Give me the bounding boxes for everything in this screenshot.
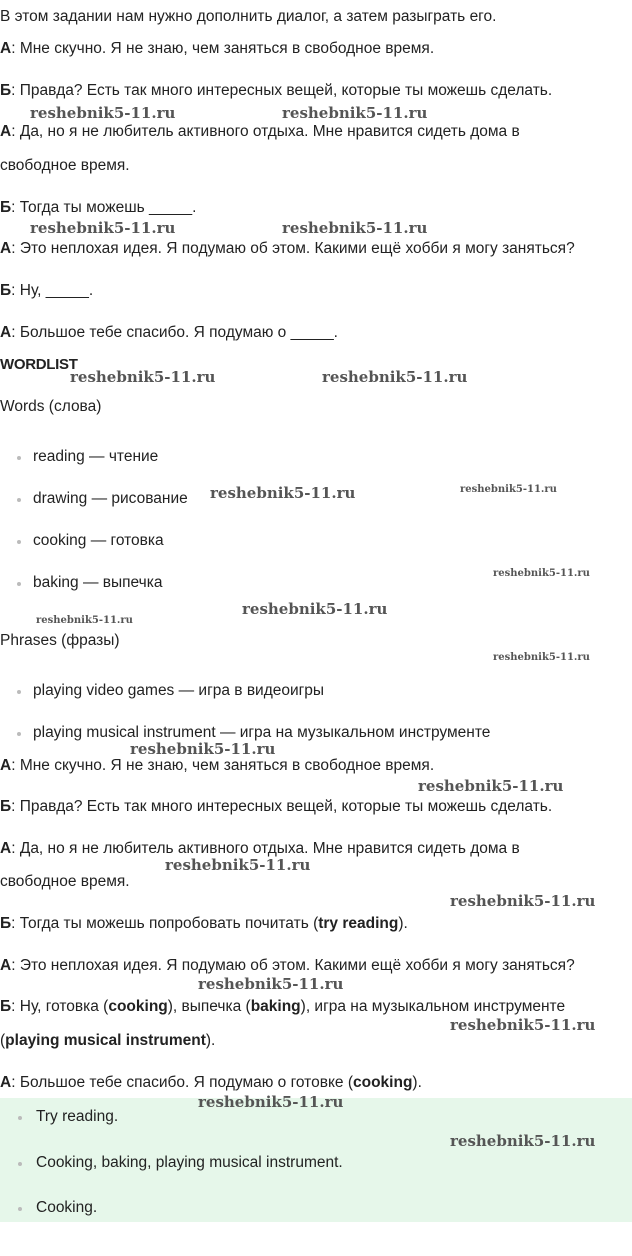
watermark: reshebnik5-11.ru bbox=[198, 1093, 344, 1111]
answers-box bbox=[0, 1098, 632, 1222]
watermark: reshebnik5-11.ru bbox=[282, 104, 428, 122]
speaker: А bbox=[0, 957, 12, 974]
list-item: drawing — рисование bbox=[33, 490, 188, 507]
task-line bbox=[0, 81, 552, 101]
task-line bbox=[0, 239, 575, 259]
line-text: : Ну, _____. bbox=[11, 282, 94, 299]
speaker: А bbox=[0, 840, 12, 857]
answer-item: Cooking, baking, playing musical instrument. bbox=[36, 1154, 343, 1171]
speaker: Б bbox=[0, 282, 12, 299]
speaker: Б bbox=[0, 915, 12, 932]
bullet-icon bbox=[18, 1116, 22, 1120]
speaker: Б bbox=[0, 798, 12, 815]
words-title: Words (слова) bbox=[0, 398, 102, 415]
speaker: Б bbox=[0, 998, 12, 1015]
bullet-icon bbox=[17, 456, 21, 460]
line-text: : Большое тебе спасибо. Я подумаю о _____. bbox=[11, 324, 338, 341]
bullet-icon bbox=[18, 1162, 22, 1166]
line-text: : Тогда ты можешь попробовать почитать ( bbox=[11, 915, 319, 932]
line-text: : Правда? Есть так много интересных вещей, которые ты можешь сделать. bbox=[11, 798, 553, 815]
watermark: reshebnik5-11.ru bbox=[198, 975, 344, 993]
bullet-icon bbox=[17, 582, 21, 586]
watermark: reshebnik5-11.ru bbox=[322, 368, 468, 386]
speaker: А bbox=[0, 240, 12, 257]
list-item: playing video games — игра в видеоигры bbox=[33, 682, 325, 699]
task-line bbox=[0, 39, 434, 59]
watermark: reshebnik5-11.ru bbox=[70, 368, 216, 386]
line-text: : Ну, готовка ( bbox=[11, 998, 109, 1015]
watermark: reshebnik5-11.ru bbox=[493, 652, 590, 663]
line-text: ), игра на музыкальном инструменте bbox=[300, 998, 566, 1015]
line-text: ). bbox=[412, 1074, 422, 1091]
line-text: ( bbox=[0, 1032, 6, 1049]
speaker: Б bbox=[0, 199, 12, 216]
answer-term: cooking bbox=[108, 998, 168, 1015]
watermark: reshebnik5-11.ru bbox=[418, 777, 564, 795]
list-item: reading — чтение bbox=[33, 448, 159, 465]
wordlist-heading: WORDLIST bbox=[0, 356, 78, 373]
solution-line bbox=[0, 914, 408, 934]
solution-line bbox=[0, 1073, 422, 1093]
line-text: : Да, но я не любитель активного отдыха. Мне нравится сидеть дома в bbox=[11, 123, 520, 140]
solution-line bbox=[0, 797, 552, 817]
task-line bbox=[0, 323, 338, 343]
watermark: reshebnik5-11.ru bbox=[30, 104, 176, 122]
answer-term: try reading bbox=[318, 915, 399, 932]
solution-line bbox=[0, 997, 565, 1017]
watermark: reshebnik5-11.ru bbox=[460, 484, 557, 495]
bullet-icon bbox=[17, 498, 21, 502]
watermark: reshebnik5-11.ru bbox=[493, 568, 590, 579]
task-line bbox=[0, 198, 196, 218]
line-text: свободное время. bbox=[0, 873, 130, 890]
line-text: : Да, но я не любитель активного отдыха. Мне нравится сидеть дома в bbox=[11, 840, 520, 857]
watermark: reshebnik5-11.ru bbox=[30, 219, 176, 237]
task-line bbox=[0, 122, 520, 142]
line-text: : Тогда ты можешь _____. bbox=[11, 199, 197, 216]
watermark: reshebnik5-11.ru bbox=[450, 1016, 596, 1034]
answer-item: Try reading. bbox=[36, 1108, 119, 1125]
line-text: ). bbox=[205, 1032, 216, 1049]
task-line bbox=[0, 281, 93, 301]
line-text: : Большое тебе спасибо. Я подумаю о готовке ( bbox=[11, 1074, 353, 1091]
list-item: cooking — готовка bbox=[33, 532, 164, 549]
line-text: : Мне скучно. Я не знаю, чем заняться в свободное время. bbox=[11, 40, 435, 57]
solution-line bbox=[0, 956, 575, 976]
answer-term: playing musical instrument bbox=[5, 1032, 206, 1049]
line-text: ). bbox=[398, 915, 408, 932]
bullet-icon bbox=[18, 1207, 22, 1211]
line-text: : Это неплохая идея. Я подумаю об этом. Какими ещё хобби я могу заняться? bbox=[11, 957, 575, 974]
line-text: свободное время. bbox=[0, 157, 130, 174]
speaker: А bbox=[0, 1074, 12, 1091]
bullet-icon bbox=[17, 690, 21, 694]
line-text: : Мне скучно. Я не знаю, чем заняться в свободное время. bbox=[11, 757, 435, 774]
speaker: А bbox=[0, 757, 12, 774]
answer-term: cooking bbox=[353, 1074, 413, 1091]
speaker: А bbox=[0, 123, 12, 140]
phrases-title: Phrases (фразы) bbox=[0, 632, 120, 649]
watermark: reshebnik5-11.ru bbox=[36, 615, 133, 626]
list-item: baking — выпечка bbox=[33, 574, 163, 591]
answer-item: Cooking. bbox=[36, 1199, 98, 1216]
solution-line bbox=[0, 1031, 215, 1051]
watermark: reshebnik5-11.ru bbox=[165, 856, 311, 874]
watermark: reshebnik5-11.ru bbox=[282, 219, 428, 237]
watermark: reshebnik5-11.ru bbox=[210, 484, 356, 502]
watermark: reshebnik5-11.ru bbox=[450, 1132, 596, 1150]
list-item: playing musical instrument — игра на музыкальном инструменте bbox=[33, 724, 491, 741]
line-text: ), выпечка ( bbox=[167, 998, 251, 1015]
solution-line bbox=[0, 872, 130, 892]
answer-term: baking bbox=[250, 998, 301, 1015]
bullet-icon bbox=[17, 540, 21, 544]
speaker: А bbox=[0, 324, 12, 341]
watermark: reshebnik5-11.ru bbox=[242, 600, 388, 618]
watermark: reshebnik5-11.ru bbox=[450, 892, 596, 910]
line-text: : Правда? Есть так много интересных вещей, которые ты можешь сделать. bbox=[11, 82, 553, 99]
bullet-icon bbox=[17, 732, 21, 736]
watermark: reshebnik5-11.ru bbox=[130, 740, 276, 758]
line-text: : Это неплохая идея. Я подумаю об этом. Какими ещё хобби я могу заняться? bbox=[11, 240, 575, 257]
speaker: Б bbox=[0, 82, 12, 99]
speaker: А bbox=[0, 40, 12, 57]
task-line bbox=[0, 156, 130, 176]
solution-line bbox=[0, 756, 434, 776]
intro-text: В этом задании нам нужно дополнить диалог, а затем разыграть его. bbox=[0, 8, 497, 25]
